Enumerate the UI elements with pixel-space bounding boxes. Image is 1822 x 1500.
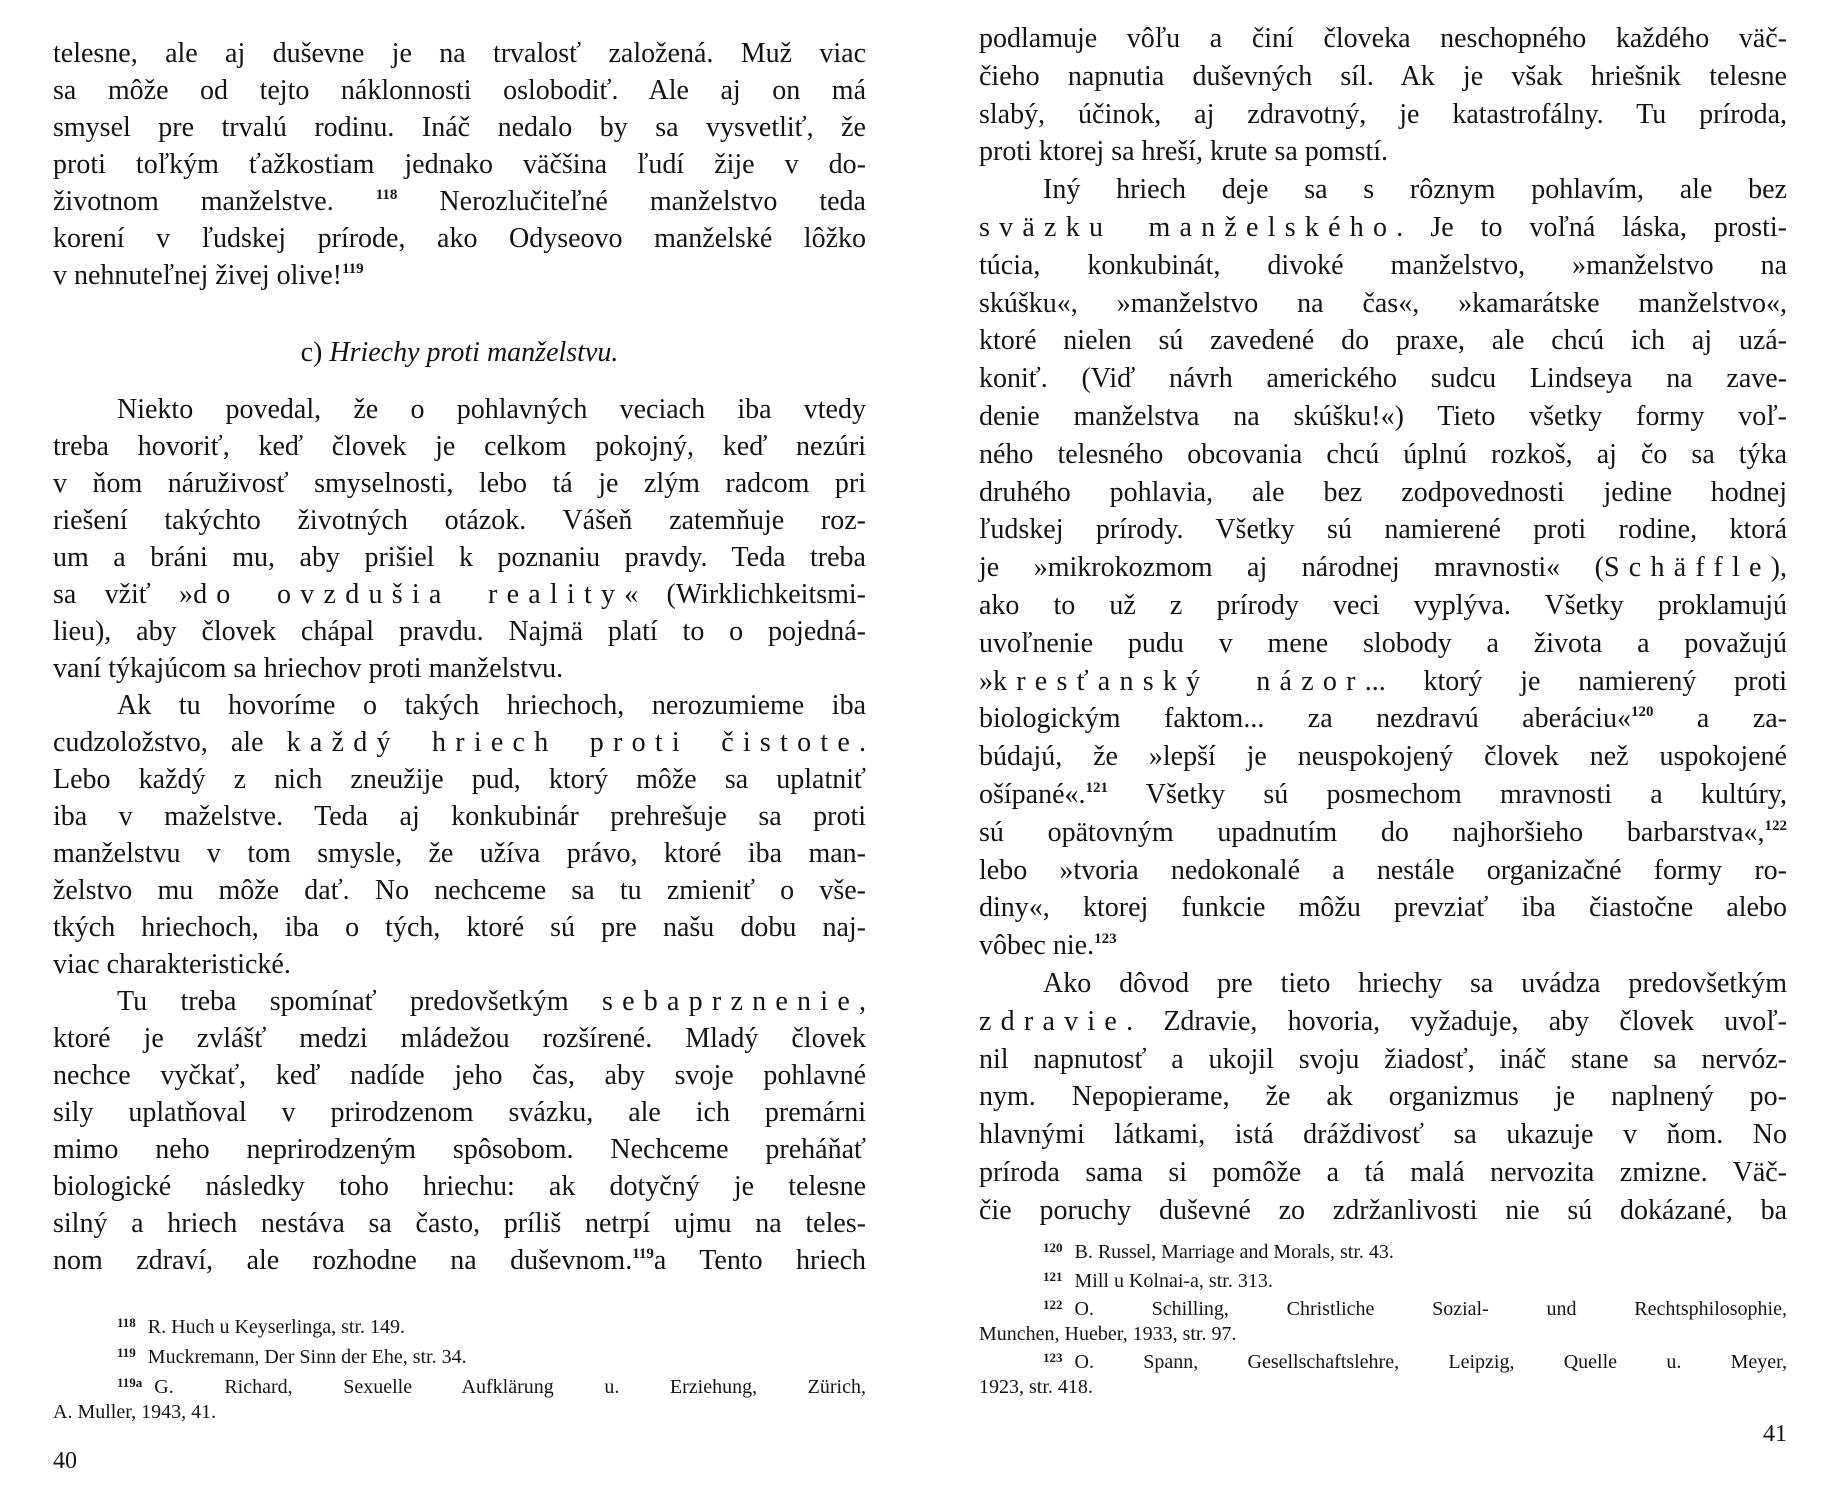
text-run: denie manželstva na skúšku!«) Tieto všetky formy voľ- [979,400,1787,432]
text-run: um a bráni mu, aby prišiel k poznaniu pravdy. Teda treba [53,542,866,573]
text-run: koniť. (Viď návrh amerického sudcu Lindseya na zave- [979,363,1787,395]
text-line [979,1041,1787,1079]
text-run: . Zdravie, hovoria, vyžaduje, aby človek uvoľ- [1126,1005,1787,1037]
text-line [979,927,1787,965]
text-run: Ako dôvod pre tieto hriechy sa uvádza predovšetkým [1043,967,1787,999]
text-line [53,428,866,465]
text-run: tkých hriechoch, iba o tých, ktoré sú pre našu dobu naj- [53,912,866,943]
text-line [53,1242,866,1279]
text-run: . [859,727,867,758]
text-line [979,58,1787,96]
text-line [979,852,1787,890]
text-line [53,687,866,724]
text-run: Ak tu hovoríme o takých hriechoch, nerozumieme iba [117,690,866,721]
text-line [979,663,1787,701]
text-line [979,398,1787,436]
text-run: je »mikrokozmom aj národnej mravnosti« ( [979,552,1604,584]
text-run: sily uplatňoval v prirodzenom svázku, ale ich premárni [53,1097,866,1128]
text-run: želstvo mu môže dať. No nechceme sa tu zmieniť o vše- [53,875,866,906]
text-run: Niekto povedal, že o pohlavných veciach iba vtedy [117,394,866,425]
spaced-emphasis: sväzku manželského [979,211,1397,243]
footnote-line [979,1346,1787,1375]
footnote-number: 119a [117,1375,143,1390]
text-line [979,96,1787,134]
text-line [979,625,1787,663]
text-run: nechce vyčkať, keď nadíde jeho čas, aby svoje pohlavné [53,1060,866,1091]
text-run: sa môže od tejto náklonnosti oslobodiť. Ale aj on má [53,75,866,106]
text-run: ktoré je zvlášť medzi mládežou rozšírené. Mladý človek [53,1023,866,1054]
footnote-number: 121 [1043,1268,1063,1284]
footnote-text: O. Spann, Gesellschaftslehre, Leipzig, Quelle u. Meyer, [1074,1351,1787,1374]
text-line [53,146,866,183]
footnote-text: G. Richard, Sexuelle Aufklärung u. Erziehung, Zürich, [154,1376,866,1398]
text-line [979,133,1787,171]
spaced-emphasis: do ovzdušia reality [193,579,625,610]
text-run: túcia, konkubinát, divoké manželstvo, »manželstvo na [979,249,1787,281]
text-line [979,1078,1787,1116]
footnote-number: 120 [1043,1240,1063,1255]
text-line [979,814,1787,852]
text-line [979,738,1787,776]
text-run: v ňom náruživosť smyselnosti, lebo tá je zlým radcom pri [53,468,866,499]
text-run: treba hovoriť, keď človek je celkom pokojný, keď nezúri [53,431,866,462]
text-run: biologickým faktom... za nezdravú aberáciu« [979,703,1631,735]
footnote-reference: 123 [1094,931,1117,948]
text-run: slabý, účinok, aj zdravotný, je katastrofálny. Tu príroda, [979,98,1787,130]
footnote-text: Muckremann, Der Sinn der Ehe, str. 34. [147,1346,467,1368]
text-line [979,436,1787,474]
text-line [53,1094,866,1131]
footnote-text: 1923, str. 418. [979,1375,1093,1398]
footnote-line [979,1265,1787,1294]
text-line [53,465,866,502]
text-run: ... ktorý je namierený proti [1364,665,1787,697]
text-line [979,209,1787,247]
text-run: nym. Nepopierame, že ak organizmus je naplnený po- [979,1081,1787,1113]
text-run: druhého pohlavia, ale bez zodpovednosti jedine hodnej [979,476,1787,508]
text-line [979,285,1787,323]
text-run: proti toľkým ťažkostiam jednako väčšina ľudí žije v do- [53,149,866,180]
text-run: » [979,665,993,697]
text-line [53,1057,866,1094]
text-line [979,776,1787,814]
footnote-number: 122 [1043,1297,1063,1313]
text-run: ), [1770,552,1787,584]
page-number: 41 [1763,1421,1787,1447]
footnote-text: A. Muller, 1943, 41. [53,1401,217,1423]
text-line [979,549,1787,587]
text-run: sú opätovným upadnutím do najhoršieho barbarstva«, [979,816,1765,848]
text-line [979,1192,1787,1230]
body-text [53,35,866,1279]
text-run: príroda sama si pomôže a tá malá nervozita zmizne. Väč- [979,1156,1787,1188]
footnote-number: 123 [1043,1350,1063,1366]
text-line [53,35,866,72]
text-line [53,257,866,294]
text-run: mimo neho neprirodzeným spôsobom. Nechceme preháňať [53,1134,866,1165]
text-line [53,1131,866,1168]
text-line [53,946,866,983]
heading-title: Hriechy proti manželstvu. [329,337,619,368]
text-line [53,983,866,1020]
text-run: hlavnými látkami, istá dráždivosť sa ukazuje v ňom. No [979,1119,1787,1151]
text-line [53,761,866,798]
footnote-line [53,1310,866,1340]
text-line [979,171,1787,209]
text-line [53,576,866,613]
footnotes [53,1310,866,1425]
text-run: vaní týkajúcom sa hriechov proti manželstvu. [53,653,564,684]
text-run: ného telesného obcovania chcú úplnú rozkoš, aj čo sa týka [979,438,1787,470]
footnote-line [53,1340,866,1370]
text-line [979,1003,1787,1041]
text-run: Lebo každý z nich zneužije pud, ktorý môže sa uplatniť [53,764,866,795]
text-run: lieu), aby človek chápal pravdu. Najmä platí to o pojedná- [53,616,866,647]
text-run: . Je to voľná láska, prosti- [1396,211,1787,243]
text-line [979,587,1787,625]
text-run: Všetky sú posmechom mravnosti a kultúry, [1108,778,1787,810]
footnote-line [979,1375,1787,1400]
text-run: biologické následky toho hriechu: ak dotyčný je telesne [53,1171,866,1202]
text-run: manželstvu v tom smysle, že užíva právo, ktoré iba man- [53,838,866,869]
text-run: čieho napnutia duševných síl. Ak je však hriešnik telesne [979,60,1787,92]
text-run: Iný hriech deje sa s rôznym pohlavím, ale bez [1043,174,1787,206]
text-run: skúšku«, »manželstvo na čas«, »kamarátske manželstvo«, [979,287,1787,319]
text-run: sa vžiť » [53,579,194,610]
footnote-reference: 122 [1764,817,1787,834]
text-run: silný a hriech nestáva sa často, príliš netrpí ujmu na teles- [53,1208,866,1239]
text-run: telesne, ale aj duševne je na trvalosť založená. Muž viac [53,38,866,69]
footnote-reference: 119 [632,1246,654,1262]
footnote-text: O. Schilling, Christliche Sozial- und Rechtsphilosophie, [1074,1298,1787,1321]
text-line [53,109,866,146]
footnote-number: 118 [117,1315,136,1330]
text-line [53,872,866,909]
footnote-line [53,1370,866,1400]
text-run: « (Wirklichkeitsmi- [624,579,866,610]
text-run: smysel pre trvalú rodinu. Ináč nedalo by sa vysvetliť, že [53,112,866,143]
text-run: ľudskej prírody. Všetky sú namierené proti rodine, ktorá [979,514,1787,546]
text-line [979,247,1787,285]
text-line [53,1168,866,1205]
text-run: životnom manželstve. [53,186,376,217]
text-line [979,511,1787,549]
text-run: riešení takýchto životných otázok. Vášeň zatemňuje roz- [53,505,866,536]
text-run: Tu treba spomínať predovšetkým [117,986,602,1017]
spaced-emphasis: sebaprznenie [601,986,859,1017]
footnote-line [979,1236,1787,1265]
text-line [53,613,866,650]
text-run: Nerozlučiteľné manželstvo teda [397,186,866,217]
footnote-text: R. Huch u Keyserlinga, str. 149. [147,1316,405,1338]
text-run: vôbec nie. [979,930,1095,962]
text-line [53,72,866,109]
text-run: korení v ľudskej prírode, ako Odyseovo manželské lôžko [53,223,866,254]
text-line [53,391,866,428]
text-line [979,889,1787,927]
section-heading [53,334,866,371]
spaced-emphasis: Schäffle [1603,552,1771,584]
text-run: a za- [1653,703,1787,735]
text-run: uvoľnenie pudu v mene slobody a života a považujú [979,627,1787,659]
footnotes [979,1236,1787,1400]
spaced-emphasis: každý hriech proti čistote [286,727,860,758]
text-line [979,360,1787,398]
footnote-number: 119 [117,1345,136,1360]
text-run: , [859,986,866,1017]
text-line [53,909,866,946]
text-line [979,700,1787,738]
heading-prefix: c) [300,337,330,368]
footnote-text: Mill u Kolnai-a, str. 313. [1074,1269,1273,1292]
text-line [979,474,1787,512]
paragraph-continuation [53,35,866,294]
text-run: iba v maželstve. Teda aj konkubinár prehrešuje sa proti [53,801,866,832]
paragraphs [979,20,1787,1230]
footnote-reference: 118 [375,187,398,203]
text-run: diny«, ktorej funkcie môžu prevziať iba čiastočne alebo [979,892,1787,924]
text-run: cudzoložstvo, ale [53,727,287,758]
footnote-reference: 119 [341,261,364,277]
text-line [979,1154,1787,1192]
text-run: ktoré nielen sú zavedené do praxe, ale chcú ich aj uzá- [979,325,1787,357]
text-line [53,798,866,835]
text-line [53,1020,866,1057]
footnote-line [53,1400,866,1425]
spaced-emphasis: zdravie [979,1005,1127,1037]
text-line [979,20,1787,58]
text-run: proti ktorej sa hreší, krute sa pomstí. [979,136,1389,168]
text-line [53,220,866,257]
text-run: podlamuje vôľu a činí človeka neschopného každého väč- [979,23,1787,54]
text-line [979,965,1787,1003]
section-paragraphs [53,391,866,1279]
footnote-reference: 120 [1630,704,1654,721]
text-run: búdajú, že »lepší je neuspokojený človek než uspokojené [979,741,1787,773]
text-line [979,322,1787,360]
text-run: nom zdraví, ale rozhodne na duševnom. [53,1245,633,1276]
footnote-line [979,1322,1787,1347]
text-run: viac charakteristické. [53,949,291,980]
text-run: čie poruchy duševné zo zdržanlivosti nie sú dokázané, ba [979,1194,1787,1226]
body-text [979,20,1787,1230]
footnote-reference: 121 [1085,779,1109,796]
text-line [979,1116,1787,1154]
text-line [53,650,866,687]
text-run: lebo »tvoria nedokonalé a nestále organizačné formy ro- [979,854,1787,886]
text-line [53,539,866,576]
text-run: a Tento hriech [653,1245,866,1276]
text-line [53,724,866,761]
footnote-text: B. Russel, Marriage and Morals, str. 43. [1074,1241,1394,1263]
text-line [53,502,866,539]
text-run: ošípané«. [979,778,1086,810]
text-run: ako to už z prírody veci vyplýva. Všetky proklamujú [979,589,1787,621]
text-line [53,835,866,872]
footnote-line [979,1293,1787,1322]
text-line [53,183,866,220]
text-run: v nehnuteľnej živej olive! [53,260,342,291]
footnote-text: Munchen, Hueber, 1933, str. 97. [979,1322,1237,1345]
text-line [53,1205,866,1242]
page-number: 40 [53,1448,77,1474]
spaced-emphasis: kresťanský názor [993,665,1365,697]
text-run: nil napnutosť a ukojil svoju žiadosť, ináč stane sa nervóz- [979,1043,1787,1075]
